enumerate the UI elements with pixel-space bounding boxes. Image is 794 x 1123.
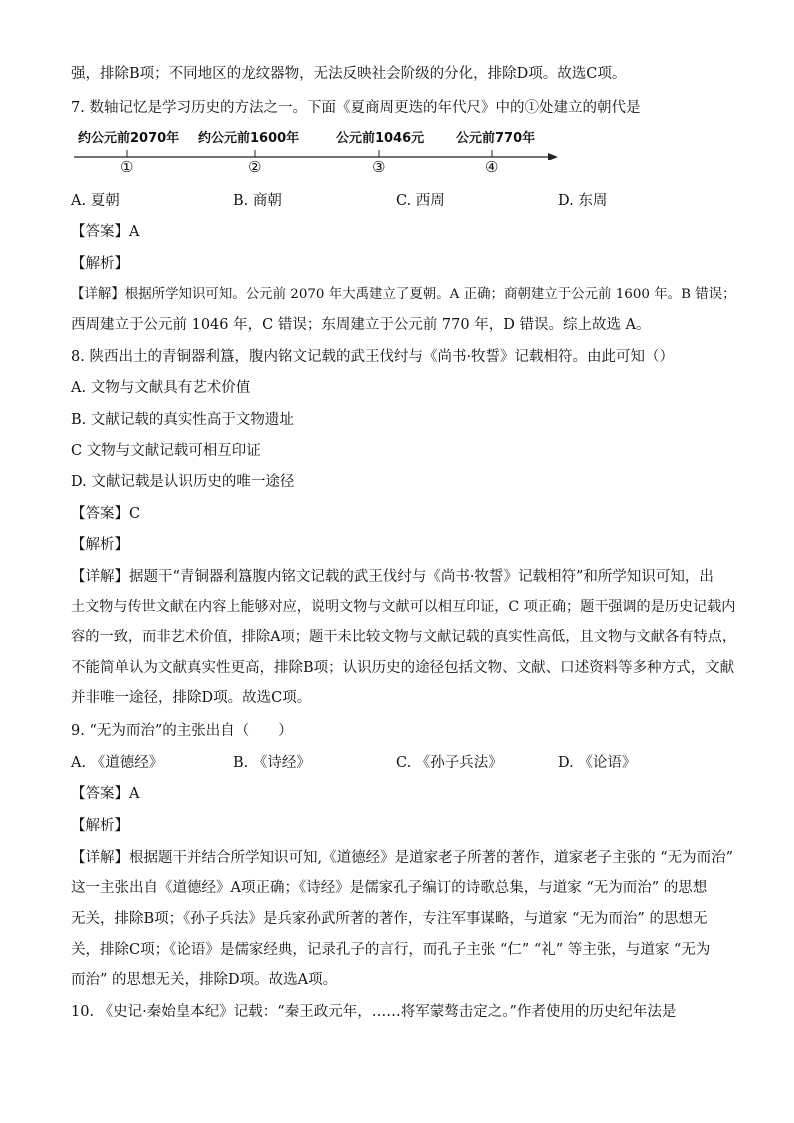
timeline-label: 约公元前1600年 bbox=[198, 131, 300, 146]
question-7-stem: 7. 数轴记忆是学习历史的方法之一。下面《夏商周更迭的年代尺》中的①处建立的朝代是 bbox=[71, 100, 641, 116]
q8-option-c: C 文物与文献记载可相互印证 bbox=[71, 443, 261, 459]
detail-text: 并非唯一途径，排除D项。故选C项。 bbox=[71, 690, 312, 706]
timeline-label: 约公元前2070年 bbox=[78, 131, 180, 146]
q9-option-a: A. 《道德经》 bbox=[71, 755, 164, 771]
text-line: 强，排除B项；不同地区的龙纹器物，无法反映社会阶级的分化，排除D项。故选C项。 bbox=[71, 66, 627, 82]
detail-text: 【详解】根据题干并结合所学知识可知,《道德经》是道家老子所著的著作，道家老子主张的 “无为而治” bbox=[71, 850, 734, 866]
question-9-stem: 9. “无为而治”的主张出自（ ） bbox=[71, 723, 293, 739]
q7-option-c: C. 西周 bbox=[396, 193, 445, 209]
detail-text: 无关，排除B项；《孙子兵法》是兵家孙武所著的著作，专注军事谋略，与道家 “无为而治” 的思想无 bbox=[71, 911, 708, 927]
analysis-label: 【解析】 bbox=[71, 256, 129, 272]
timeline-label: 公元前1046元 bbox=[336, 131, 425, 146]
q8-option-a: A. 文物与文献具有艺术价值 bbox=[71, 380, 251, 396]
q7-option-d: D. 东周 bbox=[558, 193, 608, 209]
detail-text: 容的一致，而非艺术价值，排除A项；题干未比较文物与文献记载的真实性高低，且文物与文献各有特点， bbox=[71, 629, 737, 645]
q7-option-a: A. 夏朝 bbox=[71, 193, 120, 209]
detail-text: 这一主张出自《道德经》A项正确；《诗经》是儒家孔子编订的诗歌总集，与道家 “无为而治” 的思想 bbox=[71, 880, 708, 896]
answer-label: 【答案】C bbox=[71, 506, 141, 522]
question-8-stem: 8. 陕西出土的青铜器利簋，腹内铭文记载的武王伐纣与《尚书·牧誓》记载相符。由此可知（） bbox=[71, 349, 675, 365]
question-10-stem: 10. 《史记·秦始皇本纪》记载：“秦王政元年，……将军蒙骜击定之。”作者使用的历史纪年法是 bbox=[71, 1004, 677, 1020]
timeline-marker: ③ bbox=[372, 158, 386, 176]
q8-option-d: D. 文献记载是认识历史的唯一途径 bbox=[71, 474, 295, 490]
analysis-label: 【解析】 bbox=[71, 537, 129, 553]
timeline-marker: ② bbox=[248, 158, 262, 176]
q7-option-b: B. 商朝 bbox=[233, 193, 282, 209]
detail-text: 关，排除C项；《论语》是儒家经典，记录孔子的言行，而孔子主张 “仁” “礼” 等主张，与道家 “无为 bbox=[71, 942, 711, 958]
q9-option-c: C. 《孙子兵法》 bbox=[396, 755, 503, 771]
answer-label: 【答案】A bbox=[71, 786, 140, 802]
detail-text: 【详解】根据所学知识可知。公元前 2070 年大禹建立了夏朝。A 正确；商朝建立于公元前 1600 年。B 错误； bbox=[71, 287, 736, 302]
q8-option-b: B. 文献记载的真实性高于文物遗址 bbox=[71, 412, 294, 428]
analysis-label: 【解析】 bbox=[71, 818, 129, 834]
detail-text: 不能简单认为文献真实性更高，排除B项；认识历史的途径包括文物、文献、口述资料等多种方式，文献 bbox=[71, 660, 735, 676]
timeline-figure bbox=[72, 130, 562, 180]
q9-option-b: B. 《诗经》 bbox=[233, 755, 311, 771]
detail-text: 土文物与传世文献在内容上能够对应，说明文物与文献可以相互印证，C 项正确；题干强调的是历史记载内 bbox=[71, 599, 736, 615]
timeline-marker: ④ bbox=[485, 158, 499, 176]
detail-text: 西周建立于公元前 1046 年，C 错误；东周建立于公元前 770 年，D 错误。综上故选 A。 bbox=[71, 317, 651, 333]
detail-text: 【详解】据题干“青铜器利簋腹内铭文记载的武王伐纣与《尚书·牧誓》记载相符”和所学知识可知，出 bbox=[71, 569, 714, 585]
detail-text: 而治” 的思想无关，排除D项。故选A项。 bbox=[71, 972, 338, 988]
timeline-marker: ① bbox=[120, 158, 134, 176]
timeline-label: 公元前770年 bbox=[456, 131, 536, 146]
q9-option-d: D. 《论语》 bbox=[558, 755, 637, 771]
answer-label: 【答案】A bbox=[71, 224, 140, 240]
